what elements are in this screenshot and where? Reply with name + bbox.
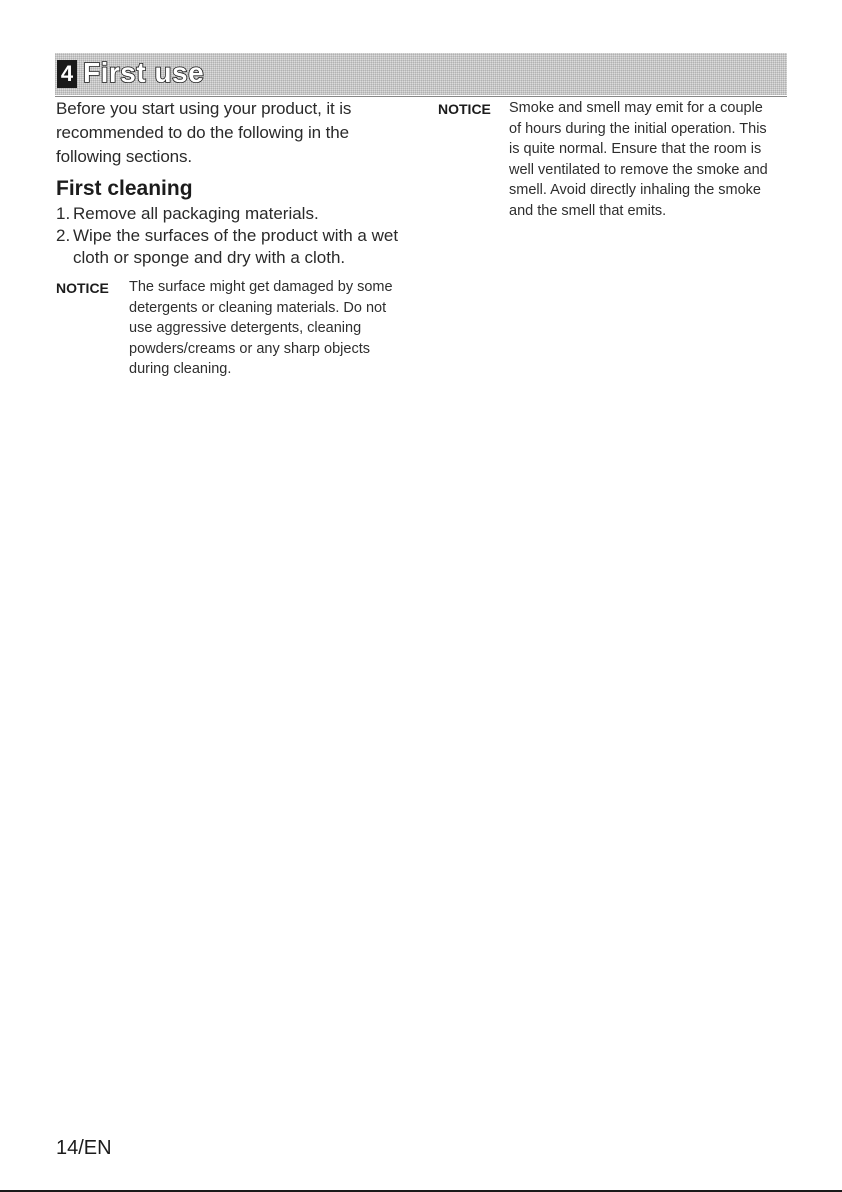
notice-label: NOTICE xyxy=(56,280,109,296)
notice-text: The surface might get damaged by some detergents or cleaning materials. Do not use aggressive detergents, cleaning powders/creams or any sharp objects during cleaning. xyxy=(129,279,393,377)
left-column xyxy=(56,97,406,380)
list-item xyxy=(56,225,406,269)
notice-smoke xyxy=(438,98,778,221)
list-item xyxy=(56,203,406,225)
step-number: 1. xyxy=(56,204,71,223)
section-heading-first-cleaning: First cleaning xyxy=(56,177,193,200)
cleaning-steps-list xyxy=(56,203,406,269)
chapter-header xyxy=(55,53,787,95)
notice-detergents xyxy=(56,277,406,380)
step-text: Remove all packaging materials. xyxy=(73,204,319,223)
chapter-title: First use xyxy=(83,57,205,88)
intro-paragraph: Before you start using your product, it is recommended to do the following in the following sections. xyxy=(56,99,352,166)
right-column xyxy=(438,98,778,221)
step-number: 2. xyxy=(56,226,71,245)
chapter-number-badge: 4 xyxy=(57,60,77,88)
notice-label: NOTICE xyxy=(438,101,491,117)
notice-text: Smoke and smell may emit for a couple of hours during the initial operation. This is quite normal. Ensure that the room is well ventilated to remove the smoke and smell. Avoid directly inhaling the smoke and the smell that emits. xyxy=(509,100,768,219)
page-number: 14/EN xyxy=(56,1137,112,1159)
step-text: Wipe the surfaces of the product with a wet cloth or sponge and dry with a cloth. xyxy=(73,226,399,267)
